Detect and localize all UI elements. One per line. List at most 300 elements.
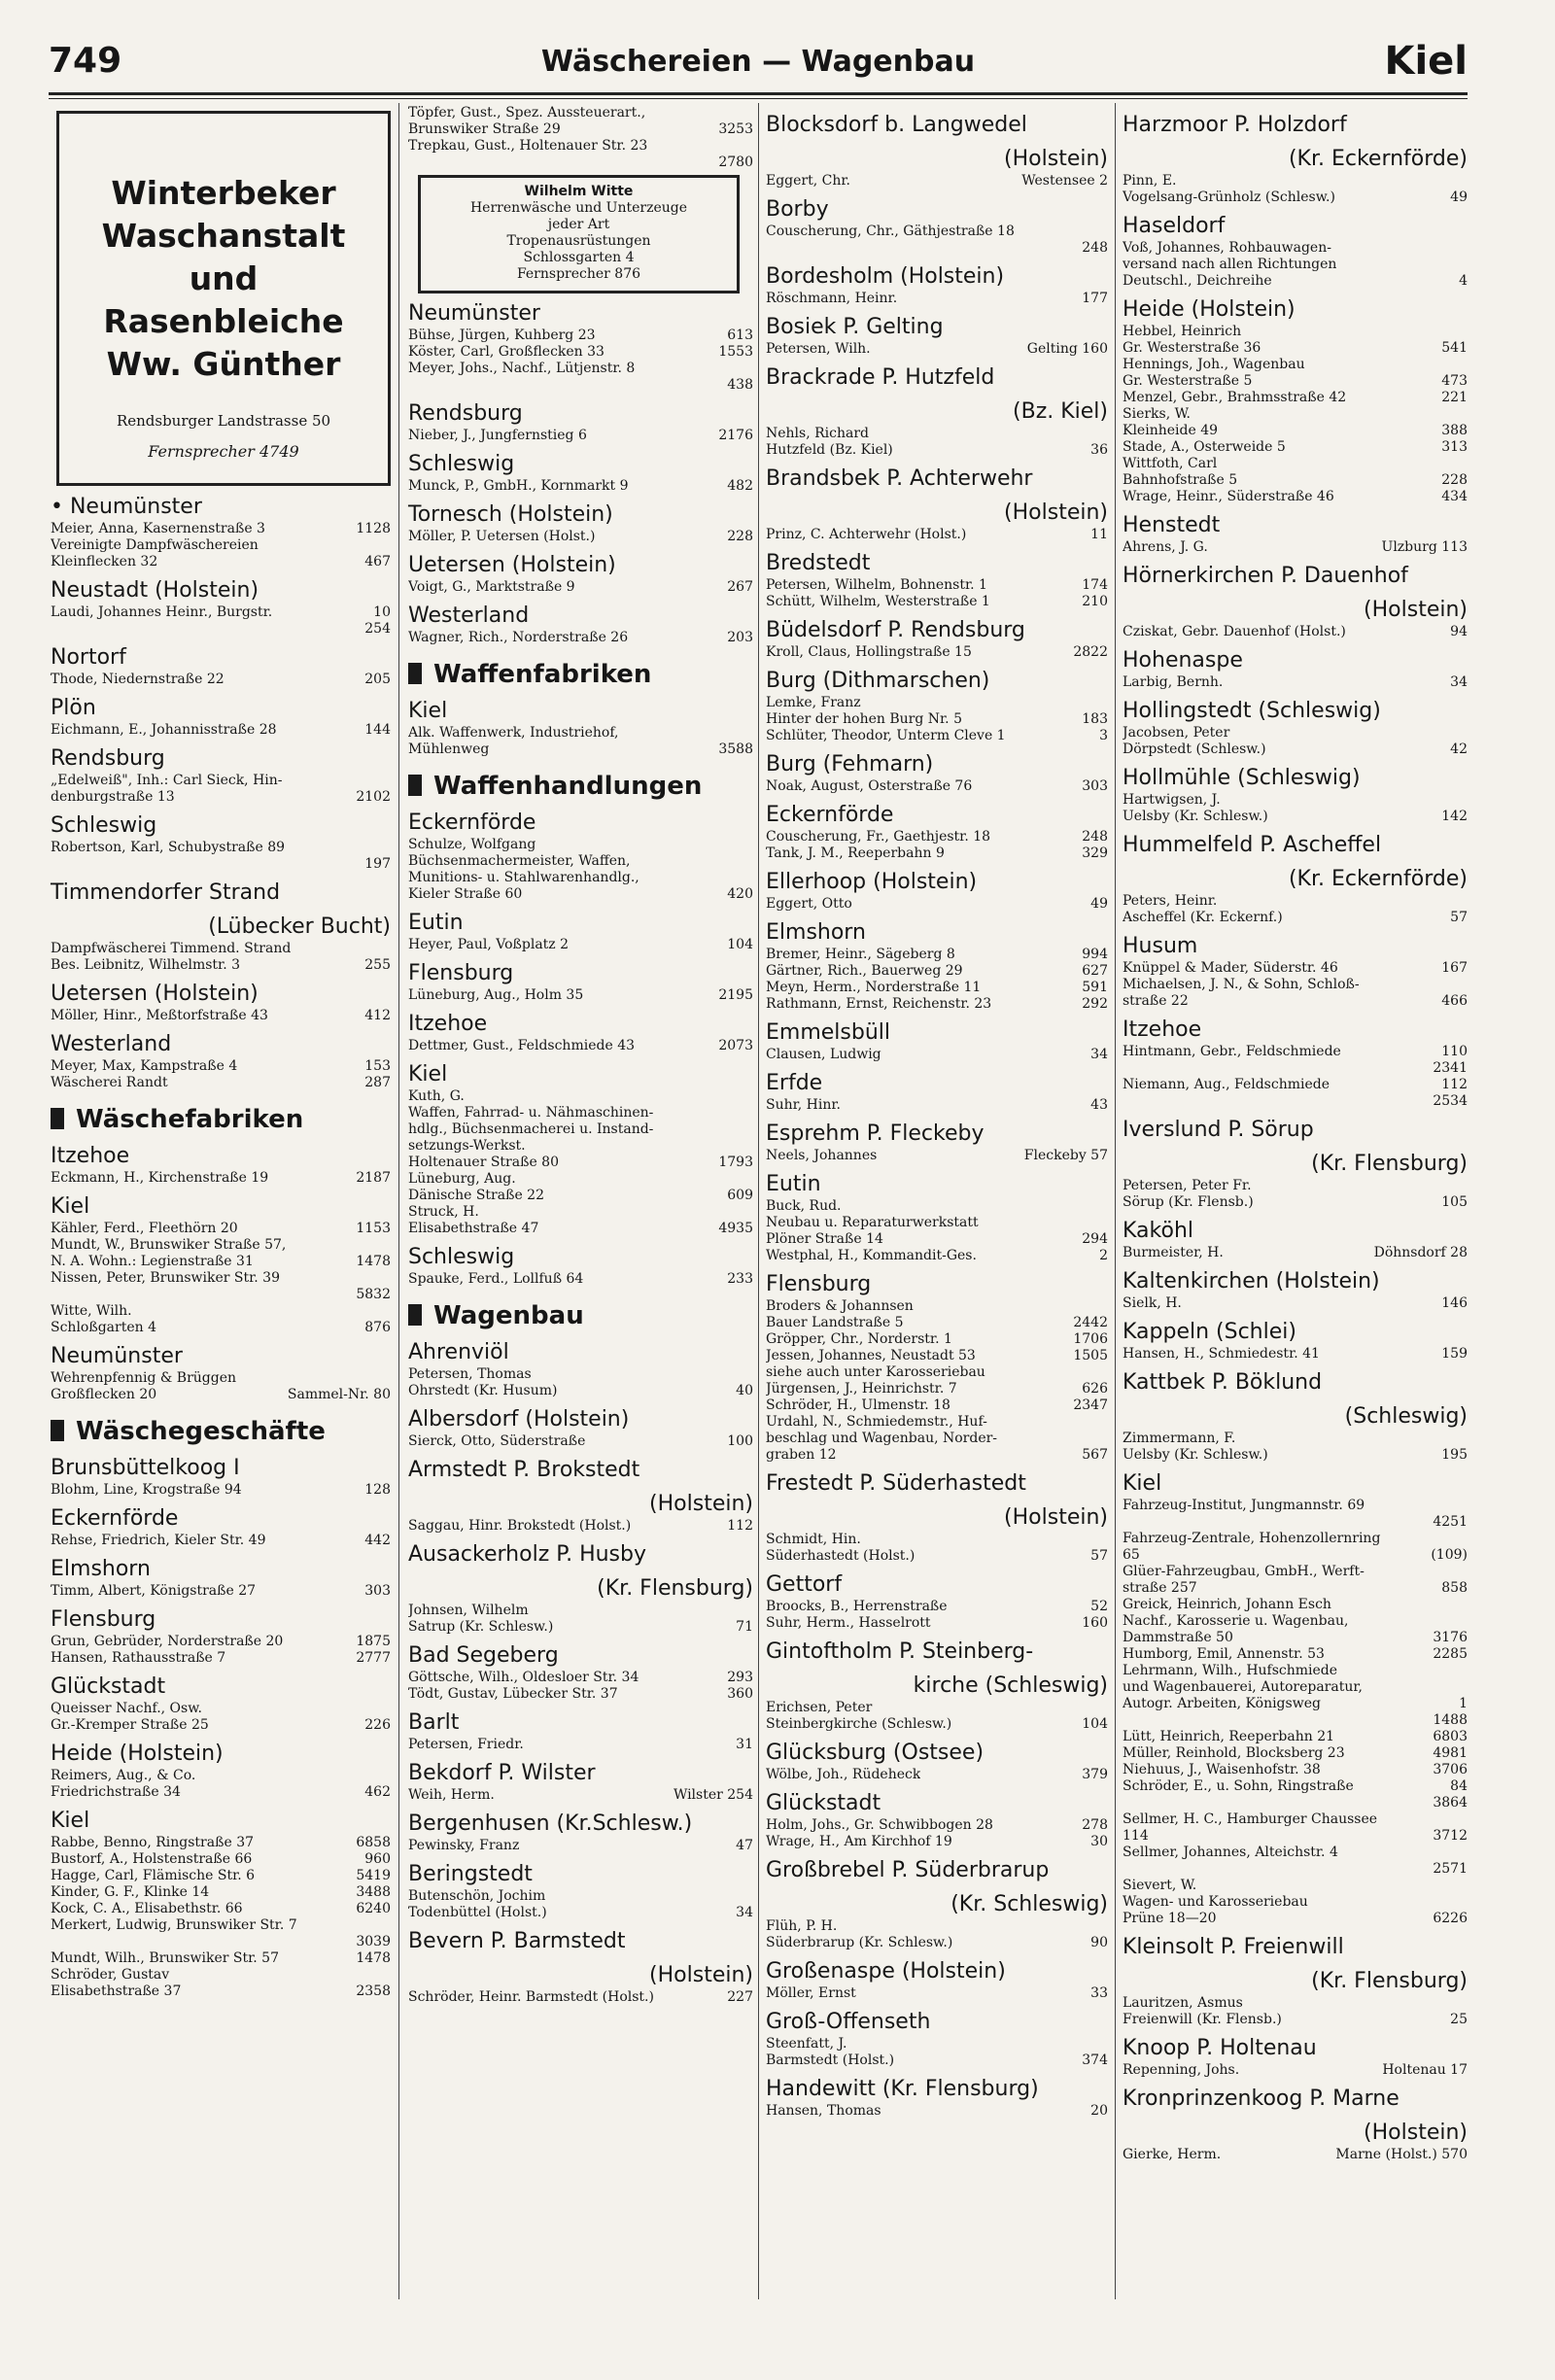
entry <box>1123 1845 1468 1861</box>
entry <box>408 1271 753 1288</box>
entry <box>766 1615 1108 1632</box>
entry-name: Clausen, Ludwig <box>766 1047 881 1062</box>
location-heading: Bad Segeberg <box>408 1643 559 1668</box>
entry-name: Sörup (Kr. Flensb.) <box>1123 1194 1254 1210</box>
entry-phone: 388 <box>1441 423 1468 438</box>
entry-name: denburgstraße 13 <box>51 789 175 805</box>
entry-phone: 294 <box>1082 1231 1108 1247</box>
entry-phone: 4 <box>1459 273 1468 289</box>
location-heading: • Neumünster <box>51 495 202 519</box>
entry <box>51 1075 391 1091</box>
entry-phone: 278 <box>1082 1817 1108 1833</box>
entry <box>766 1047 1108 1063</box>
entry-phone: 287 <box>364 1075 391 1090</box>
entry-name: Mundt, W., Brunswiker Straße 57, <box>51 1237 287 1253</box>
entry-name: Rabbe, Benno, Ringstraße 37 <box>51 1835 255 1850</box>
entry-line: Sellmer, H. C., Hamburger Chaussee <box>1123 1811 1378 1827</box>
location-heading: Brunsbüttelkoog I <box>51 1456 240 1480</box>
entry-phone: 84 <box>1450 1778 1468 1794</box>
location-heading: Westerland <box>408 604 530 628</box>
entry-name: Meier, Anna, Kasernenstraße 3 <box>51 521 265 536</box>
entry <box>1123 439 1468 456</box>
entry-name: Noak, August, Osterstraße 76 <box>766 778 973 794</box>
location-heading-cont: (Holstein) <box>1004 147 1108 171</box>
entry <box>1123 539 1468 556</box>
entry-phone: 1505 <box>1073 1348 1108 1363</box>
location-heading: Glückstadt <box>51 1674 166 1699</box>
location-heading: Hollmühle (Schleswig) <box>1123 766 1361 790</box>
entry-phone: 4981 <box>1433 1745 1468 1761</box>
entry-name: Suhr, Hinr. <box>766 1097 841 1113</box>
entry-phone <box>1462 977 1468 993</box>
entry <box>1123 373 1468 390</box>
entry <box>51 1784 391 1801</box>
entry-name: „Edelweiß", Inh.: Carl Sieck, Hin- <box>51 773 283 788</box>
entry <box>408 1737 753 1753</box>
entry <box>51 1237 391 1254</box>
page-number: 749 <box>49 41 122 81</box>
entry-name: Eggert, Chr. <box>766 173 850 189</box>
entry-phone: 4935 <box>718 1221 753 1236</box>
entry-line: siehe auch unter Karosseriebau <box>766 1364 985 1380</box>
entry <box>766 1447 1108 1464</box>
entry-phone <box>385 840 391 856</box>
category-title: Wäschegeschäfte <box>76 1417 326 1446</box>
entry-phone: 2102 <box>356 789 391 805</box>
entry <box>766 527 1108 543</box>
entry-name: Grun, Gebrüder, Norderstraße 20 <box>51 1634 284 1649</box>
entry <box>408 886 753 903</box>
entry-phone: 420 <box>727 886 753 902</box>
category-heading <box>408 658 753 691</box>
entry-line: Flüh, P. H. <box>766 1918 838 1934</box>
entry-phone <box>747 361 753 377</box>
entry-name: Schmidt, Hin. <box>766 1532 861 1547</box>
entry-name: Couscherung, Fr., Gaethjestr. 18 <box>766 829 991 845</box>
location-heading-cont: (Kr. Schleswig) <box>950 1892 1108 1916</box>
category-title: Waffenhandlungen <box>433 772 703 801</box>
entry-name: Tank, J. M., Reeperbahn 9 <box>766 845 945 861</box>
entry-name: Wäscherei Randt <box>51 1075 168 1090</box>
location-heading: Timmendorfer Strand <box>51 880 281 905</box>
entry <box>408 121 753 138</box>
entry-phone: 1153 <box>356 1221 391 1236</box>
entry-phone: 994 <box>1082 947 1108 962</box>
city-title: Kiel <box>1384 39 1468 84</box>
location-heading-cont: (Lübecker Bucht) <box>208 914 391 939</box>
entry-name: Köster, Carl, Großflecken 33 <box>408 344 605 360</box>
entry-phone: 2187 <box>356 1170 391 1186</box>
entry-name: Menzel, Gebr., Brahmsstraße 42 <box>1123 390 1347 405</box>
location-heading: Kleinsolt P. Freienwill <box>1123 1935 1344 1959</box>
location-heading-cont: (Kr. Flensburg) <box>1311 1152 1468 1176</box>
entry-name: Holm, Johs., Gr. Schwibbogen 28 <box>766 1817 993 1833</box>
entry <box>51 554 391 570</box>
entry-phone: 591 <box>1082 980 1108 995</box>
entry-name: Laudi, Johannes Heinr., Burgstr. <box>51 604 273 620</box>
entry-phone <box>385 1270 391 1287</box>
location-heading: Esprehm P. Fleckeby <box>766 1121 985 1146</box>
entry-line: Steenfatt, J. <box>766 2036 847 2052</box>
location-heading: Kattbek P. Böklund <box>1123 1370 1323 1395</box>
entry-phone: 3864 <box>1433 1795 1468 1811</box>
entry-name: Mühlenweg <box>408 742 490 757</box>
entry <box>766 711 1108 728</box>
entry-name: Spauke, Ferd., Lollfuß 64 <box>408 1271 584 1287</box>
location-heading-cont: (Holstein) <box>1004 500 1108 525</box>
entry-phone: 100 <box>727 1433 753 1449</box>
location-heading: Kappeln (Schlei) <box>1123 1320 1296 1344</box>
entry-name: Nehls, Richard <box>766 426 869 441</box>
entry-name: 114 <box>1123 1828 1149 1844</box>
entry-name: Schröder, H., Ulmenstr. 18 <box>766 1397 950 1413</box>
listing <box>51 494 391 2000</box>
location-heading: Westerland <box>51 1032 172 1056</box>
location-heading: Nortorf <box>51 645 126 670</box>
entry <box>766 829 1108 845</box>
entry-name: Möller, P. Uetersen (Holst.) <box>408 529 596 544</box>
location-heading: Burg (Dithmarschen) <box>766 669 990 693</box>
entry-phone: 174 <box>1082 577 1108 593</box>
entry-line: Fahrzeug-Zentrale, Hohenzollernring <box>1123 1531 1381 1546</box>
entry-name: Hinter der hohen Burg Nr. 5 <box>766 711 962 727</box>
entry-phone: 2347 <box>1073 1397 1108 1413</box>
entry-phone: 2822 <box>1073 644 1108 660</box>
entry-phone: 438 <box>727 377 753 393</box>
entry-name: Westphal, H., Kommandit-Ges. <box>766 1248 977 1263</box>
entry <box>1123 1630 1468 1646</box>
location-heading: Heide (Holstein) <box>1123 297 1296 322</box>
entry-phone: 10 <box>373 604 391 620</box>
entry <box>766 1148 1108 1164</box>
entry-phone: (109) <box>1431 1547 1468 1563</box>
listing <box>408 105 753 2006</box>
location-heading: Eckernförde <box>51 1506 179 1531</box>
entry <box>1123 2062 1468 2079</box>
location-heading: Groß-Offenseth <box>766 2010 931 2034</box>
entry-phone: 3588 <box>718 742 753 757</box>
entry <box>766 963 1108 980</box>
entry-name: Wölbe, Joh., Rüdeheck <box>766 1767 921 1782</box>
location-heading: Kronprinzenkoog P. Marne <box>1123 2087 1400 2111</box>
entry <box>408 478 753 495</box>
entry-name: Hutzfeld (Bz. Kiel) <box>766 442 893 458</box>
location-heading: Eckernförde <box>766 803 894 827</box>
entry-name: Timm, Albert, Königstraße 27 <box>51 1583 257 1599</box>
entry-name: Witte, Wilh. <box>51 1303 132 1319</box>
entry-line: Wittfoth, Carl <box>1123 456 1218 471</box>
entry-phone: 1478 <box>356 1254 391 1269</box>
entry-line: Zimmermann, F. <box>1123 1431 1236 1446</box>
entry-phone: 3 <box>1099 728 1108 743</box>
entry-phone: 167 <box>1441 960 1468 976</box>
location-heading: Borby <box>766 197 829 222</box>
entry-name: Uelsby (Kr. Schlesw.) <box>1123 809 1268 824</box>
entry <box>408 1433 753 1450</box>
entry <box>766 173 1108 190</box>
entry-name: Dänische Straße 22 <box>408 1188 544 1203</box>
location-heading: Kiel <box>1123 1471 1162 1496</box>
location-heading: Haseldorf <box>1123 214 1226 238</box>
entry-name: Süderbrarup (Kr. Schlesw.) <box>766 1935 953 1950</box>
entry-line: Waffen, Fahrrad- u. Nähmaschinen- <box>408 1105 654 1121</box>
entry-line: Queisser Nachf., Osw. <box>51 1701 202 1716</box>
entry-phone: 1706 <box>1073 1331 1108 1347</box>
entry-name: Kähler, Ferd., Fleethörn 20 <box>51 1221 238 1236</box>
location-heading: Hörnerkirchen P. Dauenhof <box>1123 564 1408 588</box>
entry-line: Schulze, Wolfgang <box>408 837 536 852</box>
entry-phone: 1128 <box>356 521 391 536</box>
location-heading: Iverslund P. Sörup <box>1123 1118 1314 1142</box>
entry-name: Bühse, Jürgen, Kuhberg 23 <box>408 328 596 343</box>
entry-phone: Westensee 2 <box>1021 173 1108 189</box>
entry-name: Trepkau, Gust., Holtenauer Str. 23 <box>408 138 648 154</box>
entry-phone <box>1462 1498 1468 1514</box>
location-heading: Schleswig <box>51 813 157 838</box>
location-heading: Emmelsbüll <box>766 1020 891 1045</box>
entry-phone: 226 <box>364 1717 391 1733</box>
entry <box>1123 1729 1468 1745</box>
entry <box>1123 472 1468 489</box>
entry-phone: 627 <box>1082 963 1108 979</box>
entry-phone: 3706 <box>1433 1762 1468 1777</box>
entry-phone: 30 <box>1090 1834 1108 1849</box>
entry-line: Peters, Heinr. <box>1123 893 1218 909</box>
entry <box>1123 960 1468 977</box>
entry <box>51 1254 391 1270</box>
entry-phone: 25 <box>1450 2012 1468 2027</box>
entry-name: Michaelsen, J. N., & Sohn, Schloß- <box>1123 977 1360 992</box>
location-heading: Kaltenkirchen (Holstein) <box>1123 1269 1380 1293</box>
location-heading: Gintoftholm P. Steinberg- <box>766 1639 1034 1664</box>
location-heading-cont: kirche (Schleswig) <box>913 1673 1108 1698</box>
entry <box>766 996 1108 1013</box>
location-heading: Flensburg <box>766 1272 872 1296</box>
entry <box>408 1670 753 1686</box>
entry-phone <box>385 773 391 789</box>
entry-phone <box>385 1917 391 1934</box>
entry <box>766 1834 1108 1850</box>
entry-name: Wrage, Heinr., Süderstraße 46 <box>1123 489 1334 504</box>
entry <box>766 1599 1108 1615</box>
entry <box>766 980 1108 996</box>
entry <box>51 1008 391 1024</box>
listing <box>766 112 1108 2120</box>
entry-phone <box>385 1303 391 1320</box>
entry-line: Hennings, Joh., Wagenbau <box>1123 357 1305 372</box>
entry <box>51 672 391 688</box>
entry-name: Niemann, Aug., Feldschmiede <box>1123 1077 1330 1092</box>
entry-name: Knüppel & Mader, Süderstr. 46 <box>1123 960 1338 976</box>
entry-name: Niehuus, J., Waisenhofstr. 38 <box>1123 1762 1321 1777</box>
entry <box>1123 1646 1468 1663</box>
entry <box>766 1935 1108 1951</box>
location-heading: Ausackerholz P. Husby <box>408 1542 646 1567</box>
location-heading: Heide (Holstein) <box>51 1742 224 1766</box>
entry-name: Eckmann, H., Kirchenstraße 19 <box>51 1170 269 1186</box>
entry-phone: 2073 <box>718 1038 753 1053</box>
entry <box>1123 674 1468 691</box>
entry <box>1123 977 1468 993</box>
entry-phone: 112 <box>727 1518 753 1534</box>
entry <box>1123 1547 1468 1564</box>
entry-name: Kock, C. A., Elisabethstr. 66 <box>51 1901 243 1916</box>
ad-phone: Fernsprecher 4749 <box>148 442 299 461</box>
entry-name: Elisabethstraße 37 <box>51 1983 182 1999</box>
entry <box>766 1315 1108 1331</box>
entry-name: Hansen, Thomas <box>766 2103 881 2119</box>
entry <box>766 1231 1108 1248</box>
entry-phone: 3253 <box>718 121 753 137</box>
entry-phone: 2358 <box>356 1983 391 1999</box>
entry <box>1123 1745 1468 1762</box>
location-heading: Bekdorf P. Wilster <box>408 1761 596 1785</box>
location-heading: Büdelsdorf P. Rendsburg <box>766 618 1025 642</box>
entry-phone: 177 <box>1082 291 1108 306</box>
entry <box>1123 1194 1468 1211</box>
entry-name: Eichmann, E., Johannisstraße 28 <box>51 722 277 738</box>
entry <box>766 1548 1108 1565</box>
entry <box>51 1650 391 1667</box>
entry-name: Dettmer, Gust., Feldschmiede 43 <box>408 1038 636 1053</box>
entry <box>766 442 1108 459</box>
location-heading: Hummelfeld P. Ascheffel <box>1123 833 1382 857</box>
entry-name: Deutschl., Deichreihe <box>1123 273 1272 289</box>
entry <box>1123 2012 1468 2028</box>
entry-name: Elisabethstraße 47 <box>408 1221 539 1236</box>
entry-name: Sielk, H. <box>1123 1295 1182 1311</box>
entry-name: Rathmann, Ernst, Reichenstr. 23 <box>766 996 992 1012</box>
entry-name: Prinz, C. Achterwehr (Holst.) <box>766 527 967 542</box>
entry-name: Kleinheide 49 <box>1123 423 1219 438</box>
entry-name: Todenbüttel (Holst.) <box>408 1905 547 1920</box>
entry <box>51 1901 391 1917</box>
entry <box>766 341 1108 358</box>
location-heading-cont: (Kr. Eckernförde) <box>1288 867 1468 891</box>
entry-name: Thode, Niedernstraße 22 <box>51 672 225 687</box>
entry <box>51 1387 391 1403</box>
location-heading: Kiel <box>408 699 448 723</box>
listing <box>1123 112 1468 2163</box>
entry-line: Lüneburg, Aug. <box>408 1171 516 1187</box>
entry-name: Cziskat, Gebr. Dauenhof (Holst.) <box>1123 624 1346 639</box>
entry-line: setzungs-Werkst. <box>408 1138 526 1154</box>
entry-name: Stade, A., Osterweide 5 <box>1123 439 1286 455</box>
entry <box>408 1383 753 1399</box>
entry-name: Munck, P., GmbH., Kornmarkt 9 <box>408 478 629 494</box>
entry-phone: 11 <box>1090 527 1108 542</box>
entry-phone: 293 <box>727 1670 753 1685</box>
entry-name: Petersen, Wilh. <box>766 341 871 357</box>
location-heading: Großenaspe (Holstein) <box>766 1959 1006 1983</box>
entry <box>51 1533 391 1549</box>
column-1 <box>51 105 391 2000</box>
entry-phone: 248 <box>1082 829 1108 845</box>
entry-phone: 6803 <box>1433 1729 1468 1744</box>
entry <box>51 1583 391 1600</box>
entry-phone: 1488 <box>1433 1712 1468 1728</box>
entry-phone: 2780 <box>718 155 753 170</box>
entry <box>1123 910 1468 926</box>
entry-name: Satrup (Kr. Schlesw.) <box>408 1619 554 1635</box>
entry <box>408 1989 753 2006</box>
entry-line: Lemke, Franz <box>766 695 861 710</box>
location-heading: Hollingstedt (Schleswig) <box>1123 699 1381 723</box>
ad-line: Tropenausrüstungen <box>506 233 651 249</box>
entry <box>766 577 1108 594</box>
entry <box>51 1221 391 1237</box>
advertisement-witte <box>418 175 740 293</box>
location-heading-cont: (Kr. Flensburg) <box>597 1576 753 1601</box>
category-heading <box>51 1415 391 1448</box>
entry-name: Gr. Westerstraße 5 <box>1123 373 1253 389</box>
entry <box>51 1868 391 1884</box>
entry <box>51 957 391 974</box>
entry <box>51 1851 391 1868</box>
location-heading: Bordesholm (Holstein) <box>766 264 1005 289</box>
entry-name: Schütt, Wilhelm, Westerstraße 1 <box>766 594 990 609</box>
entry-line: Jacobsen, Peter <box>1123 725 1230 741</box>
entry-name: Fahrzeug-Institut, Jungmannstr. 69 <box>1123 1498 1365 1513</box>
entry <box>51 773 391 789</box>
entry <box>1123 1828 1468 1845</box>
entry-line: Munitions- u. Stahlwarenhandlg., <box>408 870 639 885</box>
location-heading: Knoop P. Holtenau <box>1123 2036 1317 2060</box>
location-heading: Blocksdorf b. Langwedel <box>766 113 1027 137</box>
ad-line: jeder Art <box>547 217 610 232</box>
location-heading: Neumünster <box>51 1344 183 1368</box>
entry <box>1123 1498 1468 1514</box>
entry-phone: 197 <box>364 856 391 872</box>
entry <box>1123 1911 1468 1927</box>
category-bullet-icon <box>408 1304 422 1326</box>
location-heading: Frestedt P. Süderhastedt <box>766 1471 1026 1496</box>
entry <box>51 840 391 856</box>
entry-phone: 567 <box>1082 1447 1108 1463</box>
location-heading: Brandsbek P. Achterwehr <box>766 466 1033 491</box>
entry <box>1123 1580 1468 1597</box>
entry <box>766 1248 1108 1264</box>
entry-phone: 467 <box>364 554 391 569</box>
entry <box>766 1381 1108 1397</box>
entry-name: straße 22 <box>1123 993 1189 1009</box>
entry <box>51 1270 391 1287</box>
entry <box>766 224 1108 240</box>
entry-phone: 626 <box>1082 1381 1108 1397</box>
ad-title-line: und <box>189 259 259 297</box>
entry-name: Bremer, Heinr., Sägeberg 8 <box>766 947 955 962</box>
entry <box>1123 1245 1468 1261</box>
location-heading-cont: (Holstein) <box>649 1492 753 1516</box>
location-heading: Eutin <box>766 1172 821 1196</box>
entry-name: Friedrichstraße 34 <box>51 1784 181 1800</box>
ad-line: Herrenwäsche und Unterzeuge <box>469 200 688 216</box>
entry <box>766 1532 1108 1548</box>
entry <box>51 1983 391 2000</box>
entry-name: Möller, Ernst <box>766 1985 856 2001</box>
entry-name: Autogr. Arbeiten, Königsweg <box>1123 1696 1321 1711</box>
location-heading: Glückstadt <box>766 1791 881 1815</box>
entry-name: Großflecken 20 <box>51 1387 157 1402</box>
entry-phone: 112 <box>1441 1077 1468 1092</box>
entry-phone: Fleckeby 57 <box>1023 1148 1108 1163</box>
entry <box>408 361 753 377</box>
entry-name: Weih, Herm. <box>408 1787 495 1803</box>
category-bullet-icon <box>51 1108 64 1129</box>
entry-name: Ohrstedt (Kr. Husum) <box>408 1383 558 1398</box>
entry-phone: 210 <box>1082 594 1108 609</box>
entry-name: Brunswiker Straße 29 <box>408 121 561 137</box>
